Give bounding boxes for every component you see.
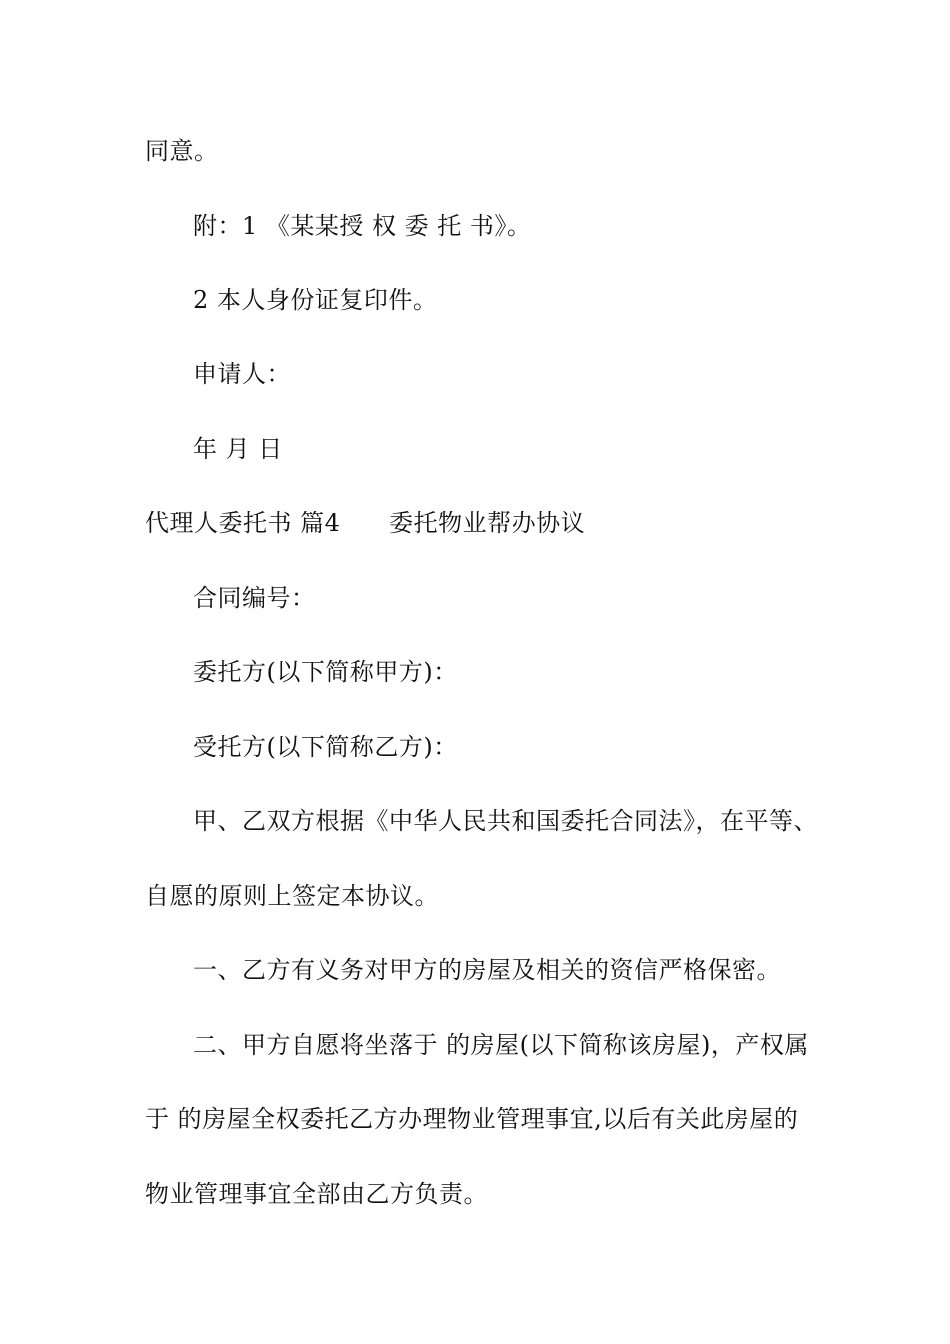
text-line-attachment-2: 2 本人身份证复印件。: [193, 286, 438, 314]
section-heading: 代理人委托书 篇4 委托物业帮办协议: [145, 509, 586, 537]
text-line-consent: 同意。: [145, 137, 219, 165]
paragraph-intro-line-2: 自愿的原则上签定本协议。: [145, 882, 439, 910]
text-line-contract-number: 合同编号：: [193, 584, 316, 612]
text-line-attachment-1: 附：1 《某某授 权 委 托 书》。: [193, 212, 532, 240]
text-line-party-a: 委托方(以下简称甲方)：: [193, 658, 458, 686]
clause-1: 一、乙方有义务对甲方的房屋及相关的资信严格保密。: [193, 956, 781, 984]
clause-2-line-1: 二、甲方自愿将坐落于 的房屋(以下简称该房屋)，产权属: [193, 1031, 809, 1059]
clause-2-line-2: 于 的房屋全权委托乙方办理物业管理事宜,以后有关此房屋的: [145, 1105, 799, 1133]
text-line-party-b: 受托方(以下简称乙方)：: [193, 733, 458, 761]
text-line-applicant: 申请人：: [193, 360, 291, 388]
paragraph-intro-line-1: 甲、乙双方根据《中华人民共和国委托合同法》，在平等、: [193, 807, 818, 835]
clause-2-line-3: 物业管理事宜全部由乙方负责。: [145, 1180, 488, 1208]
text-line-date: 年 月 日: [193, 435, 283, 463]
